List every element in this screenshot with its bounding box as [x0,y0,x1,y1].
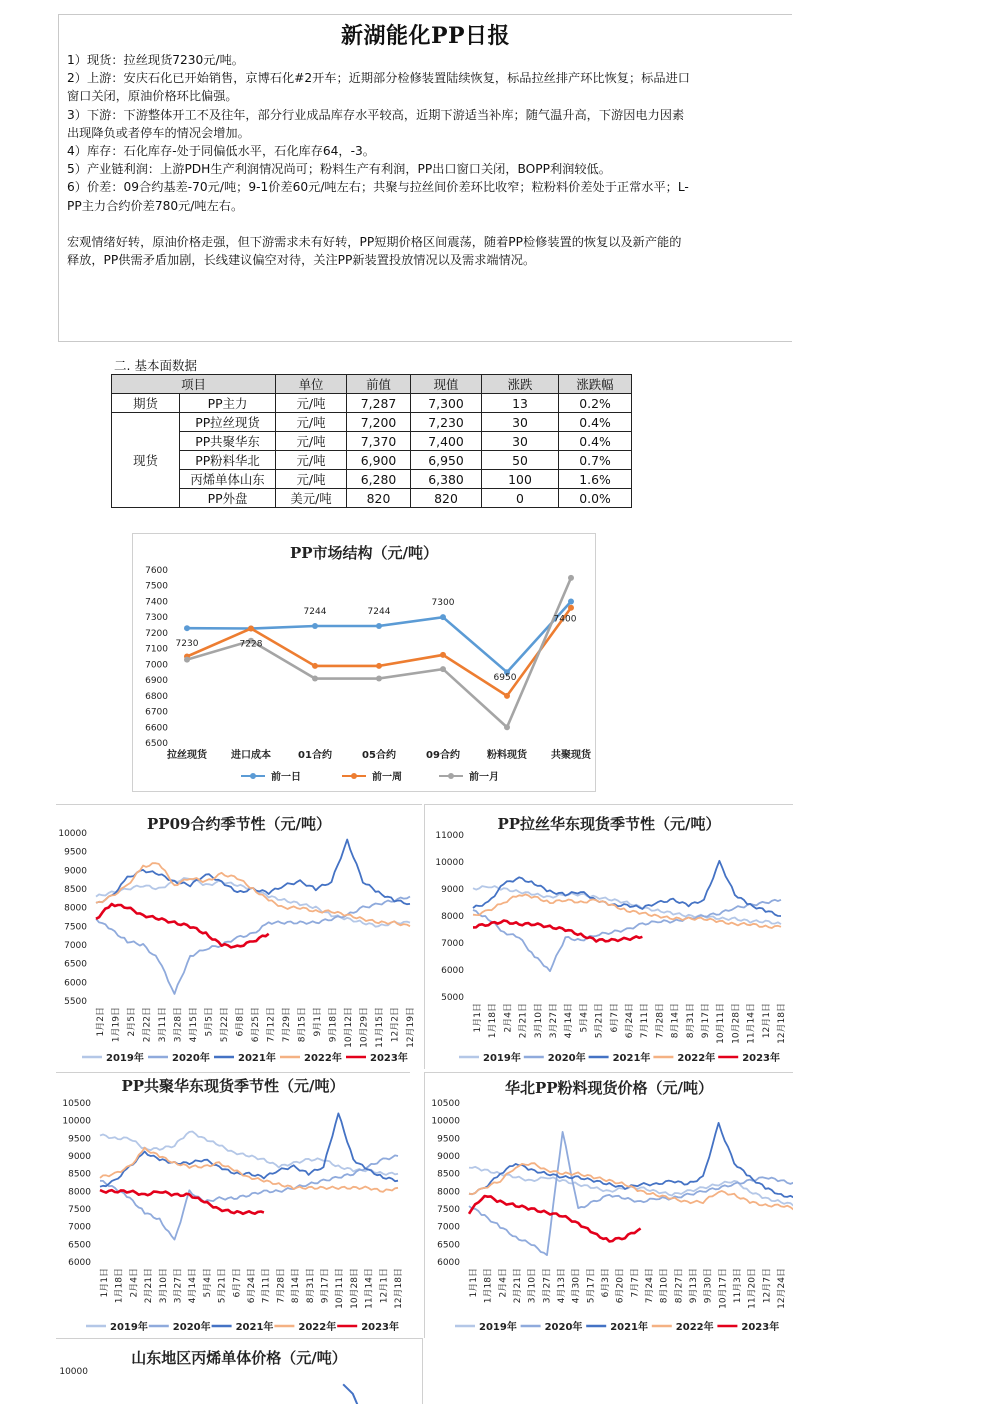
x-tick-label: 1月18日 [483,1268,494,1304]
x-tick-label: 3月28日 [173,1007,184,1043]
table-cell: 美元/吨 [276,489,347,508]
legend-label: 2023年 [361,1322,400,1333]
chart-title: PP09合约季节性（元/吨） [147,815,331,833]
table-row [112,470,632,489]
table-cell: 30 [482,413,559,432]
x-tick-label: 10月28日 [349,1268,360,1309]
x-tick-label: 7月24日 [645,1268,655,1304]
chart-title: 山东地区丙烯单体价格（元/吨） [131,1349,347,1367]
data-point [248,626,254,632]
table-header: 项目 [112,375,276,394]
table-row [112,394,632,413]
table-cell: 13 [482,394,559,413]
x-tick-label: 10月11日 [335,1268,346,1309]
y-tick-label: 8500 [437,1169,460,1180]
table-row [112,432,632,451]
y-tick-label: 8000 [64,903,87,914]
table-cell: 0.7% [559,451,632,470]
data-point [440,666,446,672]
y-tick-label: 6000 [64,978,87,989]
x-tick-label: 1月18日 [114,1268,125,1304]
x-tick-label: 09合约 [426,750,460,761]
x-tick-label: 1月19日 [111,1007,122,1043]
table-header: 前值 [347,375,411,394]
section-title: 二. 基本面数据 [114,358,197,373]
report-line: 1）现货：拉丝现货7230元/吨。 [67,53,244,67]
legend-label: 2019年 [110,1322,148,1333]
y-tick-label: 7200 [145,628,168,639]
x-tick-label: 12月18日 [394,1268,404,1309]
table-cell: PP粉料华北 [180,451,276,470]
x-tick-label: 10月29日 [359,1007,370,1048]
x-tick-label: 拉丝现货 [167,750,207,761]
x-tick-label: 7月28日 [655,1003,666,1039]
y-tick-label: 7500 [145,581,168,592]
y-tick-label: 9000 [441,885,464,895]
data-point [568,598,574,604]
x-tick-label: 5月21日 [217,1268,228,1304]
chart-title: PP拉丝华东现货季节性（元/吨） [497,815,721,833]
x-tick-label: 3月11日 [158,1007,168,1043]
y-tick-label: 7000 [437,1222,460,1233]
y-tick-label: 8000 [437,1187,460,1198]
report-line: 窗口关闭，原油价格环比偏强。 [67,89,238,104]
y-tick-label: 8000 [441,912,464,922]
legend-label: 2023年 [741,1322,780,1333]
x-tick-label: 3月27日 [542,1268,553,1304]
x-tick-label: 1月2日 [96,1007,106,1037]
data-point [376,676,382,682]
x-tick-label: 7月28日 [276,1268,287,1304]
data-point [504,693,510,699]
x-tick-label: 8月10日 [659,1268,670,1304]
chart-svg [56,1339,422,1404]
x-tick-label: 8月31日 [685,1003,696,1039]
table-cell: 30 [482,432,559,451]
legend-marker [351,773,357,779]
data-point [312,663,318,669]
table-header: 涨跌幅 [559,375,632,394]
y-tick-label: 6600 [145,723,168,734]
legend-label: 2021年 [238,1053,276,1064]
y-tick-label: 9500 [68,1134,91,1145]
table-cell: PP主力 [180,394,276,413]
fundamentals-table [111,374,632,508]
data-point [312,676,318,682]
x-tick-label: 5月22日 [220,1007,230,1043]
series-line [96,897,410,995]
table-cell: 0.4% [559,413,632,432]
series-line [96,840,410,905]
table-cell: 6,950 [411,451,482,470]
y-tick-label: 8000 [68,1187,91,1198]
report-line: PP主力合约价差780元/吨左右。 [67,198,244,213]
data-label: 7228 [239,639,263,650]
x-tick-label: 3月10日 [527,1268,538,1304]
x-tick-label: 2月4日 [503,1003,514,1033]
table-cell: 7,370 [347,432,411,451]
x-tick-label: 进口成本 [231,750,271,761]
y-tick-label: 6000 [68,1258,91,1268]
y-tick-label: 7500 [64,922,87,933]
data-point [440,652,446,658]
table-cell: 7,200 [347,413,411,432]
x-tick-label: 11月3日 [733,1268,743,1304]
x-tick-label: 共聚现货 [551,750,591,761]
series-line [96,863,410,926]
x-tick-label: 2月4日 [129,1268,140,1298]
x-tick-label: 6月24日 [625,1003,635,1039]
x-tick-label: 7月7日 [630,1268,641,1298]
x-tick-label: 4月14日 [564,1003,575,1039]
x-tick-label: 11月14日 [364,1268,375,1309]
table-cell: 丙烯单体山东 [180,470,276,489]
y-tick-label: 7000 [441,939,464,949]
x-tick-label: 10月17日 [718,1268,729,1309]
y-tick-label: 10500 [431,1099,460,1109]
data-point [184,625,190,631]
chart-svg [56,805,422,1069]
legend-label: 2020年 [172,1322,211,1333]
data-point [504,724,510,730]
x-tick-label: 5月21日 [594,1003,605,1039]
report-line: 6）价差：09合约基差-70元/吨；9-1价差60元/吨左右；共聚与拉丝间价差环比收窄；粒粉料价差处于正常水平；L- [67,180,689,195]
table-cell: PP共聚华东 [180,432,276,451]
x-tick-label: 6月20日 [615,1268,626,1304]
y-tick-label: 8500 [68,1169,91,1180]
legend-label: 2021年 [612,1053,651,1064]
y-tick-label: 9000 [437,1152,460,1162]
table-cell: 7,287 [347,394,411,413]
report-body [67,51,789,215]
x-tick-label: 9月30日 [703,1268,714,1304]
table-row [112,451,632,470]
x-tick-label: 6月7日 [609,1003,620,1033]
y-tick-label: 5500 [64,997,87,1007]
series-line [469,1196,641,1242]
x-tick-label: 10月11日 [716,1003,727,1044]
table-header-row [112,375,632,394]
y-tick-label: 6500 [68,1240,91,1251]
report-title: 新湖能化PP日报 [340,23,511,49]
x-tick-label: 10月12日 [344,1007,354,1048]
x-tick-label: 9月18日 [328,1007,339,1043]
chart-title: 华北PP粉料现货价格（元/吨） [504,1079,714,1097]
data-point [184,657,190,663]
y-tick-label: 7000 [145,660,168,671]
y-tick-label: 10000 [62,1116,91,1127]
chart-svg [425,1073,793,1338]
table-cell: 0.0% [559,489,632,508]
propylene-shandong-price-chart [56,1338,423,1404]
report-line: 出现降负或者停车的情况会增加。 [67,125,250,140]
series-line [96,904,269,947]
x-tick-label: 1月1日 [100,1268,110,1298]
table-cell: 50 [482,451,559,470]
data-label: 7400 [553,614,577,625]
y-tick-label: 7000 [64,941,87,951]
x-tick-label: 2月21日 [144,1268,155,1304]
report-panel [58,14,792,342]
x-tick-label: 4月13日 [557,1268,567,1304]
data-label: 7244 [303,606,327,617]
y-tick-label: 7600 [145,566,168,576]
y-tick-label: 9500 [64,847,87,858]
y-tick-label: 9000 [68,1152,91,1162]
data-label: 7300 [431,598,455,609]
table-cell: 100 [482,470,559,489]
x-tick-label: 12月2日 [390,1007,401,1043]
y-tick-label: 7500 [68,1205,91,1215]
legend-label: 前一周 [372,772,402,783]
y-tick-label: 7400 [145,597,168,608]
x-tick-label: 9月17日 [320,1268,331,1304]
legend-label: 2022年 [677,1053,716,1064]
series-line [100,1155,398,1239]
y-tick-label: 9500 [437,1134,460,1145]
table-cell: PP拉丝现货 [180,413,276,432]
x-tick-label: 7月11日 [261,1268,272,1304]
report-line: 4）库存：石化库存-处于同偏低水平，石化库存64，-3。 [67,144,375,159]
x-tick-label: 01合约 [298,750,332,761]
legend-label: 2023年 [370,1053,408,1064]
x-tick-label: 12月19日 [406,1007,416,1048]
x-tick-label: 1月18日 [488,1003,499,1039]
data-point [568,575,574,581]
x-tick-label: 11月20日 [747,1268,758,1309]
legend-label: 前一日 [271,772,301,783]
x-tick-label: 2月21日 [513,1268,523,1304]
data-point [376,623,382,629]
y-tick-label: 10500 [62,1099,91,1109]
x-tick-label: 9月1日 [313,1007,323,1037]
table-cell: PP外盘 [180,489,276,508]
x-tick-label: 12月1日 [761,1003,772,1039]
x-tick-label: 5月17日 [586,1268,597,1304]
x-tick-label: 5月4日 [579,1003,590,1033]
table-cell: 元/吨 [276,470,347,489]
table-cell: 7,400 [411,432,482,451]
table-cell: 0 [482,489,559,508]
x-tick-label: 2月21日 [518,1003,529,1039]
x-tick-label: 6月8日 [235,1007,246,1037]
x-tick-label: 5月4日 [202,1268,213,1298]
legend-label: 2019年 [483,1053,521,1064]
series-line [469,1132,793,1255]
x-tick-label: 05合约 [362,750,396,761]
table-cell: 0.2% [559,394,632,413]
chart-title: PP市场结构（元/吨） [289,544,439,562]
series-line [100,1132,398,1175]
table-cell: 7,230 [411,413,482,432]
pp-powder-north-price-chart [424,1072,793,1338]
x-tick-label: 2月5日 [127,1007,137,1037]
report-line: 5）产业链利润：上游PDH生产利润情况尚可；粉料生产有利润，PP出口窗口关闭，BOPP利润较低。 [67,162,611,177]
x-tick-label: 4月30日 [571,1268,582,1304]
x-tick-label: 1月1日 [469,1268,479,1298]
x-tick-label: 12月7日 [762,1268,773,1304]
x-tick-label: 6月24日 [247,1268,257,1304]
x-tick-label: 8月14日 [291,1268,302,1304]
y-tick-label: 10000 [435,858,464,868]
series-line [100,1148,398,1192]
legend-label: 2022年 [304,1053,342,1064]
report-line: 3）下游：下游整体开工不及往年，部分行业成品库存水平较高，近期下游适当补库；随气温升高，下游因电力因素 [67,107,685,122]
y-tick-label: 6000 [441,966,464,976]
x-tick-label: 1月1日 [473,1003,483,1033]
y-tick-label: 9000 [64,866,87,877]
table-header: 单位 [276,375,347,394]
table-cell: 820 [347,489,411,508]
market-structure-chart [132,533,596,792]
legend-label: 2019年 [479,1322,517,1333]
y-tick-label: 10000 [59,1367,88,1377]
y-tick-label: 6700 [145,707,168,718]
pp-copolymer-east-seasonality-chart [56,1072,410,1338]
y-tick-label: 7100 [145,644,168,655]
row-group-label: 现货 [112,413,180,508]
table-cell: 6,900 [347,451,411,470]
x-tick-label: 7月12日 [266,1007,277,1043]
legend-marker [250,773,256,779]
table-cell: 820 [411,489,482,508]
legend-label: 2022年 [298,1322,337,1333]
summary-line: 宏观情绪好转，原油价格走强，但下游需求未有好转，PP短期价格区间震荡，随着PP检修装置的恢复以及新产能的 [67,235,682,249]
series-line [469,1163,793,1209]
table-cell: 6,380 [411,470,482,489]
x-tick-label: 6月25日 [251,1007,261,1043]
x-tick-label: 8月27日 [674,1268,685,1304]
y-tick-label: 11000 [435,831,464,841]
data-label: 7244 [367,606,391,617]
table-cell: 0.4% [559,432,632,451]
series-line [187,578,571,727]
x-tick-label: 12月24日 [777,1268,787,1309]
x-tick-label: 2月4日 [498,1268,509,1298]
y-tick-label: 6500 [64,959,87,970]
pp-drawn-east-seasonality-chart [424,804,793,1069]
row-group-label: 期货 [112,394,180,413]
data-label: 6950 [493,673,517,684]
x-tick-label: 7月29日 [282,1007,292,1043]
legend-marker [448,773,454,779]
x-tick-label: 11月14日 [746,1003,757,1044]
legend-label: 2020年 [547,1053,586,1064]
x-tick-label: 8月31日 [305,1268,316,1304]
legend-label: 2019年 [106,1053,144,1064]
table-cell: 7,300 [411,394,482,413]
y-tick-label: 6500 [437,1240,460,1251]
y-tick-label: 6500 [145,739,168,749]
table-header: 现值 [411,375,482,394]
table-cell: 元/吨 [276,394,347,413]
table-cell: 1.6% [559,470,632,489]
report-line: 2）上游：安庆石化已开始销售，京博石化#2开车；近期部分检修装置陆续恢复，标品拉丝排产环比恢复；标品进口 [67,71,690,86]
data-point [312,623,318,629]
table-cell: 元/吨 [276,413,347,432]
report-summary [67,233,789,269]
y-tick-label: 6000 [437,1258,460,1268]
table-cell: 元/吨 [276,432,347,451]
x-tick-label: 3月10日 [533,1003,544,1039]
legend-label: 2021年 [235,1322,274,1333]
x-tick-label: 3月27日 [549,1003,559,1039]
summary-line: 释放，PP供需矛盾加剧，长线建议偏空对待，关注PP新装置投放情况以及需求端情况。 [67,253,536,268]
legend-label: 2023年 [742,1053,781,1064]
x-tick-label: 粉料现货 [487,750,527,761]
x-tick-label: 4月14日 [188,1268,199,1304]
x-tick-label: 9月17日 [701,1003,711,1039]
table-row [112,489,632,508]
x-tick-label: 11月15日 [375,1007,385,1048]
legend-label: 前一月 [469,772,499,783]
legend-label: 2020年 [544,1322,583,1333]
table-header: 涨跌 [482,375,559,394]
data-label: 7230 [175,639,199,650]
x-tick-label: 7月11日 [640,1003,651,1039]
x-tick-label: 3月27日 [173,1268,184,1304]
x-tick-label: 6月7日 [232,1268,243,1298]
pp09-seasonality-chart [56,804,422,1069]
x-tick-label: 9月13日 [689,1268,699,1304]
y-tick-label: 10000 [58,829,87,839]
chart-svg [133,534,595,791]
x-tick-label: 5月5日 [204,1007,215,1037]
chart-svg [425,805,793,1069]
y-tick-label: 6900 [145,676,168,687]
data-point [376,663,382,669]
y-tick-label: 5000 [441,993,464,1003]
data-point [440,614,446,620]
y-tick-label: 7300 [145,613,168,624]
y-tick-label: 8500 [64,885,87,895]
table-cell: 元/吨 [276,451,347,470]
x-tick-label: 3月10日 [158,1268,169,1304]
series-line [343,1384,359,1404]
x-tick-label: 4月15日 [189,1007,199,1043]
chart-svg [56,1073,410,1338]
y-tick-label: 6800 [145,691,168,702]
y-tick-label: 7000 [68,1222,91,1233]
legend-label: 2022年 [675,1322,714,1333]
x-tick-label: 8月14日 [670,1003,681,1039]
legend-label: 2020年 [172,1053,210,1064]
legend-label: 2021年 [610,1322,649,1333]
y-tick-label: 10000 [431,1116,460,1127]
chart-title: PP共聚华东现货季节性（元/吨） [121,1077,345,1095]
x-tick-label: 12月1日 [379,1268,390,1304]
x-tick-label: 10月28日 [731,1003,742,1044]
x-tick-label: 8月15日 [297,1007,308,1043]
x-tick-label: 12月18日 [777,1003,787,1044]
y-tick-label: 7500 [437,1205,460,1215]
table-cell: 6,280 [347,470,411,489]
table-row [112,413,632,432]
x-tick-label: 2月22日 [142,1007,153,1043]
data-point [568,605,574,611]
x-tick-label: 6月3日 [601,1268,611,1298]
